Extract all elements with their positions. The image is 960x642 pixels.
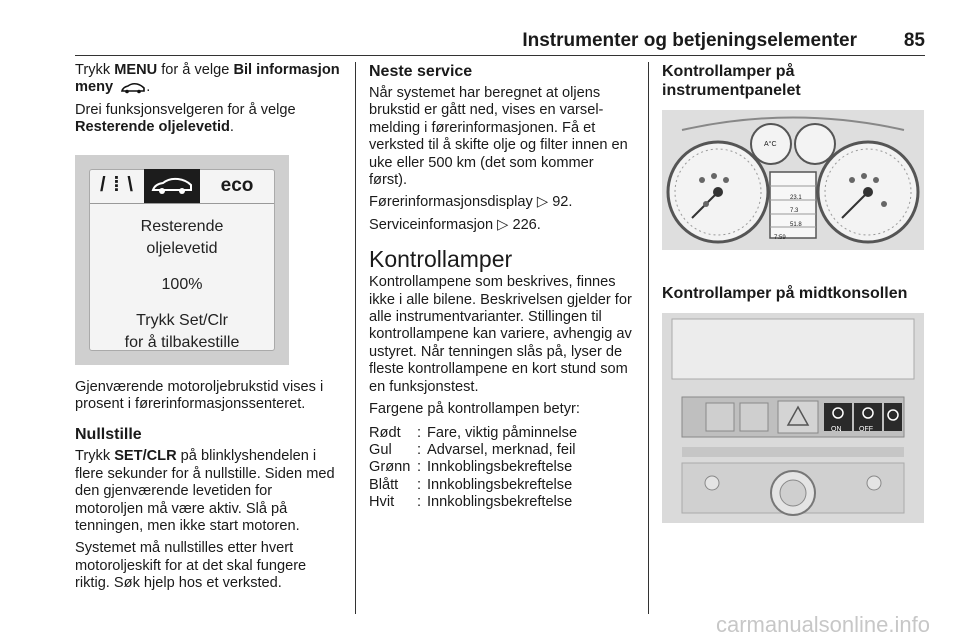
list-item: Grønn : Innkoblingsbekreftelse	[369, 459, 573, 476]
reference-service-info: Serviceinformasjon ▷ 226.	[369, 216, 541, 233]
reference-arrow-icon: ▷	[497, 216, 509, 233]
off-label: OFF	[859, 426, 873, 433]
display-menu-bar	[90, 170, 274, 204]
display-line-4: for å tilbakestille	[124, 333, 240, 351]
display-screen	[89, 169, 275, 351]
eco-label: eco	[220, 175, 254, 197]
oil-life-display-illustration	[75, 155, 289, 365]
page-number: 85	[903, 30, 925, 51]
center-display-value: 7:59	[774, 235, 786, 241]
paragraph-function-selector: Drei funksjonsvelgeren for å velge Resterende oljelevetid.	[75, 101, 296, 136]
list-item: Hvit : Innkoblingsbekreftelse	[369, 494, 573, 511]
temperature-label: A°C	[764, 141, 777, 148]
road-icon: / ⁞ \	[100, 174, 134, 197]
reference-arrow-icon: ▷	[536, 194, 549, 211]
column-3	[662, 62, 927, 523]
menu-key: MENU	[114, 62, 158, 78]
center-display-value: 23.1	[790, 195, 802, 201]
paragraph-service: Når systemet har beregnet at oljens brukstid er gått ned, vises en varsel-melding i førerinformasjonen. Få et verksted til å skifte olje og filter innen en uke eller 500 km (det som kommer først).	[369, 85, 628, 189]
heading-instrument-panel: Kontrollamper på instrumentpanelet	[662, 63, 801, 99]
center-display-value: 51.8	[790, 222, 802, 228]
center-console-drawing	[662, 313, 924, 523]
center-console-illustration	[662, 313, 924, 523]
list-item: Gul : Advarsel, merknad, feil	[369, 441, 576, 458]
car-icon	[120, 82, 146, 94]
display-percent: 100%	[161, 275, 203, 293]
resterende-oljelevetid-label: Resterende oljelevetid	[75, 119, 230, 136]
heading-kontrollamper: Kontrollamper	[369, 246, 513, 273]
page-header-title: Instrumenter og betjeningselementer	[522, 30, 857, 51]
bil-informasjon-label: Bil informasjon meny	[75, 62, 340, 96]
display-line-1: Resterende	[140, 217, 224, 235]
column-1	[75, 62, 343, 598]
paragraph-menu: Trykk MENU for å velge Bil informasjon meny .	[75, 62, 340, 96]
paragraph-reset-note: Systemet må nullstilles etter hvert motoroljeskift for at det skal fungere riktig. Søk hjelp hos et verksted.	[75, 540, 307, 592]
display-line-3: Trykk Set/Clr	[136, 311, 228, 329]
reference-driver-display: Førerinformasjonsdisplay ▷ 92.	[369, 194, 573, 211]
paragraph-colors-intro: Fargene på kontrollampen betyr:	[369, 401, 580, 418]
column-divider	[648, 62, 649, 614]
watermark: carmanualsonline.info	[715, 612, 930, 637]
list-item: Blått : Innkoblingsbekreftelse	[369, 476, 573, 493]
set-clr-key: SET/CLR	[114, 448, 177, 465]
figure-caption: Gjenværende motoroljebrukstid vises i prosent i førerinformasjonssenteret.	[75, 378, 324, 413]
heading-center-console: Kontrollamper på midtkonsollen	[662, 285, 908, 302]
page-header	[75, 28, 925, 56]
color-meaning-list	[369, 425, 635, 512]
center-display-value: 7.3	[790, 208, 799, 214]
instrument-panel-illustration	[662, 110, 924, 250]
paragraph-reset: Trykk SET/CLR på blinklyshendelen i flere sekunder for å nullstille. Siden med den gjenværende levetiden for motoroljen må være aktiv. Slå på tenningen, men ikke start motoren.	[75, 448, 335, 535]
paragraph-kontrollamper: Kontrollampene som beskrives, finnes ikke i alle bilene. Beskrivelsen gjelder for alle instrumentvarianter. Stillingen til kontrollampene kan variere, avhengig av ustyret. Når tenningen slås på, lyser de fleste kontrollampene en kort stund som en funksjonstest.	[369, 274, 632, 395]
display-line-2: oljelevetid	[146, 239, 218, 257]
heading-neste-service: Neste service	[369, 63, 473, 80]
on-label: ON	[831, 426, 842, 433]
list-item: Rødt : Fare, viktig påminnelse	[369, 424, 578, 441]
column-2	[369, 62, 635, 512]
column-divider	[355, 62, 356, 614]
car-menu-icon	[144, 169, 200, 203]
heading-nullstille: Nullstille	[75, 426, 142, 444]
